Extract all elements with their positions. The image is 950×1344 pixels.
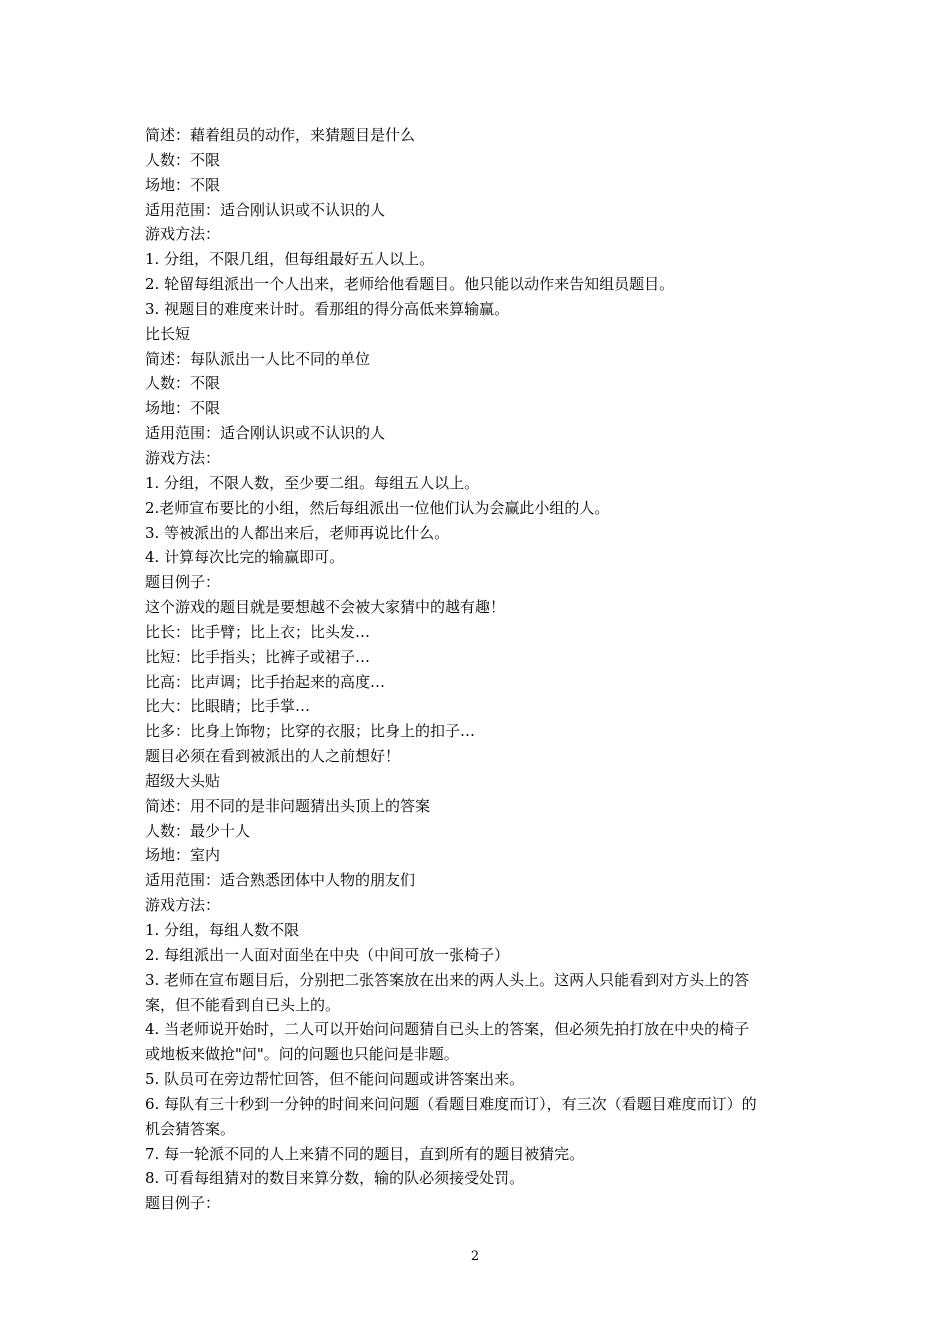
- text-line: 3. 视题目的难度来计时。看那组的得分高低来算输赢。: [145, 299, 510, 318]
- text-line: 适用范围：适合刚认识或不认识的人: [145, 424, 386, 443]
- text-line: 案，但不能看到自已头上的。: [145, 995, 341, 1014]
- text-line: 适用范围：适合刚认识或不认识的人: [145, 200, 386, 219]
- text-line: 7. 每一轮派不同的人上来猜不同的题目，直到所有的题目被猜完。: [145, 1144, 585, 1163]
- text-line: 题目例子：: [145, 573, 221, 592]
- text-line: 机会猜答案。: [145, 1119, 236, 1138]
- text-line: 5. 队员可在旁边帮忙回答，但不能问问题或讲答案出来。: [145, 1070, 525, 1089]
- text-line: 8. 可看每组猜对的数目来算分数，输的队必须接受处罚。: [145, 1169, 525, 1188]
- text-line: 简述：用不同的是非问题猜出头顶上的答案: [145, 796, 431, 815]
- text-line: 题目例子：: [145, 1194, 221, 1213]
- text-line: 适用范围：适合熟悉团体中人物的朋友们: [145, 871, 416, 890]
- text-line: 比高：比声调；比手抬起来的高度…: [145, 672, 386, 691]
- page-number: 2: [470, 1249, 480, 1264]
- text-line: 游戏方法：: [145, 448, 221, 467]
- text-line: 2. 每组派出一人面对面坐在中央（中间可放一张椅子）: [145, 945, 510, 964]
- text-line: 题目必须在看到被派出的人之前想好！: [145, 747, 401, 766]
- text-line: 场地：不限: [145, 399, 221, 418]
- text-line: 场地：不限: [145, 175, 221, 194]
- text-line: 简述：藉着组员的动作，来猜题目是什么: [145, 126, 416, 144]
- document-body: [145, 123, 813, 1216]
- text-line: 人数：不限: [145, 150, 221, 169]
- text-line: 简述：每队派出一人比不同的单位: [145, 349, 371, 368]
- text-line: 超级大头贴: [145, 771, 221, 790]
- text-line: 游戏方法：: [145, 225, 221, 244]
- text-line: 3. 老师在宣布题目后，分别把二张答案放在出来的两人头上。这两人只能看到对方头上的答: [145, 970, 750, 989]
- text-line: 6. 每队有三十秒到一分钟的时间来问问题（看题目难度而订），有三次（看题目难度而订）的: [145, 1094, 757, 1113]
- text-line: 4. 计算每次比完的输赢即可。: [145, 548, 345, 567]
- text-line: 比长：比手臂；比上衣；比头发…: [145, 622, 371, 641]
- text-line: 2.老师宣布要比的小组，然后每组派出一位他们认为会赢此小组的人。: [145, 498, 610, 517]
- text-line: 游戏方法：: [145, 896, 221, 915]
- text-line: 1. 分组，不限几组，但每组最好五人以上。: [145, 250, 435, 269]
- text-line: 场地：室内: [145, 846, 221, 865]
- text-line: 比多：比身上饰物；比穿的衣服；比身上的扣子…: [145, 722, 476, 741]
- text-line: 人数：不限: [145, 374, 221, 393]
- text-line: 或地板来做抢"问"。问的问题也只能问是非题。: [145, 1045, 459, 1064]
- text-line: 1. 分组，每组人数不限: [145, 921, 300, 939]
- text-line: 2. 轮留每组派出一个人出来，老师给他看题目。他只能以动作来告知组员题目。: [145, 275, 675, 294]
- text-line: 比长短: [145, 324, 191, 343]
- text-line: 这个游戏的题目就是要想越不会被大家猜中的越有趣！: [145, 598, 506, 617]
- text-line: 比大：比眼睛；比手掌…: [145, 697, 311, 716]
- text-line: 1. 分组，不限人数，至少要二组。每组五人以上。: [145, 473, 480, 492]
- text-line: 人数：最少十人: [145, 821, 251, 840]
- text-line: 比短：比手指头；比裤子或裙子…: [145, 647, 371, 666]
- text-line: 4. 当老师说开始时，二人可以开始问问题猜自已头上的答案，但必须先拍打放在中央的椅子: [145, 1020, 750, 1039]
- text-line: 3. 等被派出的人都出来后，老师再说比什么。: [145, 523, 450, 542]
